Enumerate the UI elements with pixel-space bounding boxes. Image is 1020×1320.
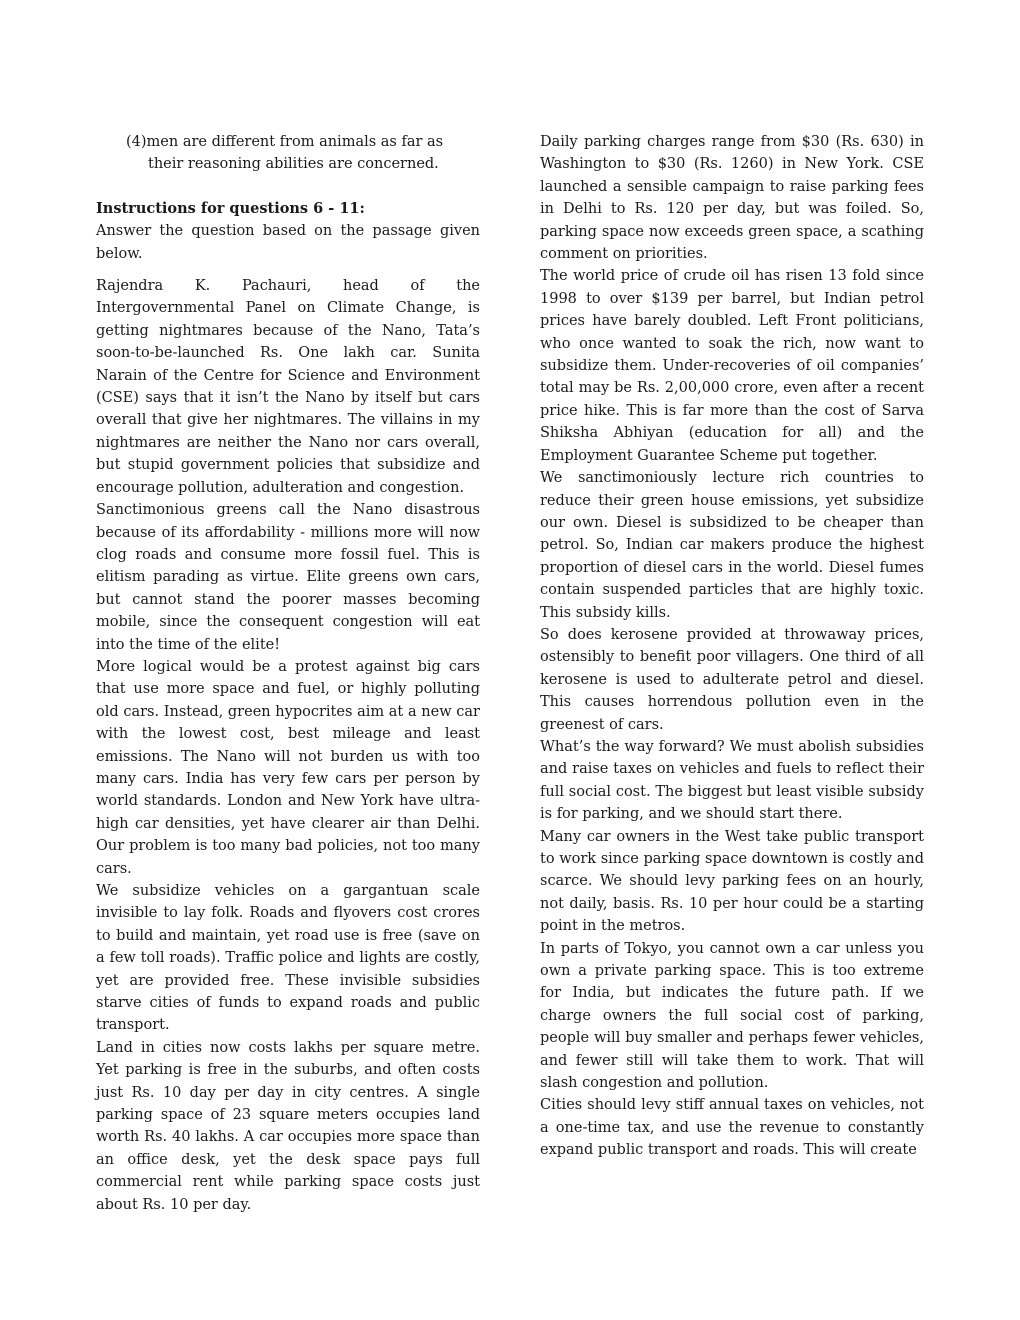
instructions-heading: Instructions for questions 6 - 11: xyxy=(96,199,365,217)
instructions-text: Answer the question based on the passage given below. xyxy=(96,223,480,262)
left-column xyxy=(96,131,480,1216)
option-text: men are different from animals as far as their reasoning abilities are concerned. xyxy=(146,134,444,173)
passage-paragraph: The world price of crude oil has risen 13 fold since 1998 to over $139 per barrel, but Indian petrol prices have barely doubled. Left Front politicians, who once wanted to soak the rich, now want to subsidize them. Under-recoveries of oil companies’ total may be Rs. 2,00,000 crore, even after a recent price hike. This is far more than the cost of Sarva Shiksha Abhiyan (education for all) and the Employment Guarantee Scheme put together. xyxy=(540,268,924,464)
passage-paragraph: More logical would be a protest against big cars that use more space and fuel, or highly polluting old cars. Instead, green hypocrites aim at a new car with the lowest cost, best mileage and least emissions. The Nano will not burden us with too many cars. India has very few cars per person by world standards. London and New York have ultra-high car densities, yet have clearer air than Delhi. Our problem is too many bad policies, not too many cars. xyxy=(96,658,480,877)
answer-option-4 xyxy=(96,131,480,176)
passage-paragraph: We subsidize vehicles on a gargantuan scale invisible to lay folk. Roads and flyovers cost crores to build and maintain, yet road use is free (save on a few toll roads). Traffic police and lights are costly, yet are provided free. These invisible subsidies starve cities of funds to expand roads and public transport. xyxy=(96,883,480,1034)
passage-paragraph: Cities should levy stiff annual taxes on vehicles, not a one-time tax, and use the revenue to constantly expand public transport and roads. This will create xyxy=(540,1097,924,1159)
passage-paragraph: Sanctimonious greens call the Nano disastrous because of its affordability - millions more will now clog roads and consume more fossil fuel. This is elitism parading as virtue. Elite greens own cars, but cannot stand the poorer masses becoming mobile, since the consequent congestion will eat into the time of the elite! xyxy=(96,502,480,653)
right-column xyxy=(540,131,924,1162)
passage-paragraph: We sanctimoniously lecture rich countries to reduce their green house emissions, yet subsidize our own. Diesel is subsidized to be cheaper than petrol. So, Indian car makers produce the highest proportion of diesel cars in the world. Diesel fumes contain suspended particles that are highly toxic. This subsidy kills. xyxy=(540,470,924,621)
passage-paragraph: Rajendra K. Pachauri, head of the Intergovernmental Panel on Climate Change, is getting nightmares because of the Nano, Tata’s soon-to-be-launched Rs. One lakh car. Sunita Narain of the Centre for Science and Environment (CSE) says that it isn’t the Nano by itself but cars overall that give her nightmares. The villains in my nightmares are neither the Nano nor cars overall, but stupid government policies that subsidize and encourage pollution, adulteration and congestion. xyxy=(96,278,480,496)
passage-paragraph: In parts of Tokyo, you cannot own a car unless you own a private parking space. This is too extreme for India, but indicates the future path. If we charge owners the full social cost of parking, people will buy smaller and perhaps fewer vehicles, and fewer still will take them to work. That will slash congestion and pollution. xyxy=(540,940,924,1092)
passage-paragraph: Daily parking charges range from $30 (Rs. 630) in Washington to $30 (Rs. 1260) in New York. CSE launched a sensible campaign to raise parking fees in Delhi to Rs. 120 per day, but was foiled. So, parking space now exceeds green space, a scathing comment on priorities. xyxy=(540,134,924,263)
passage-paragraph: Many car owners in the West take public transport to work since parking space downtown is costly and scarce. We should levy parking fees on an hourly, not daily, basis. Rs. 10 per hour could be a starting point in the metros. xyxy=(540,828,924,935)
option-number: (4) xyxy=(126,134,147,150)
passage-paragraph: Land in cities now costs lakhs per square metre. Yet parking is free in the suburbs, and often costs just Rs. 10 day per day in city centres. A single parking space of 23 square meters occupies land worth Rs. 40 lakhs. A car occupies more space than an office desk, yet the desk space pays full commercial rent while parking space costs just about Rs. 10 per day. xyxy=(96,1039,480,1213)
passage-paragraph: What’s the way forward? We must abolish subsidies and raise taxes on vehicles and fuels to reflect their full social cost. The biggest but least visible subsidy is for parking, and we should start there. xyxy=(540,738,924,823)
passage-paragraph: So does kerosene provided at throwaway prices, ostensibly to benefit poor villagers. One third of all kerosene is used to adulterate petrol and diesel. This causes horrendous pollution even in the greenest of cars. xyxy=(540,626,924,733)
